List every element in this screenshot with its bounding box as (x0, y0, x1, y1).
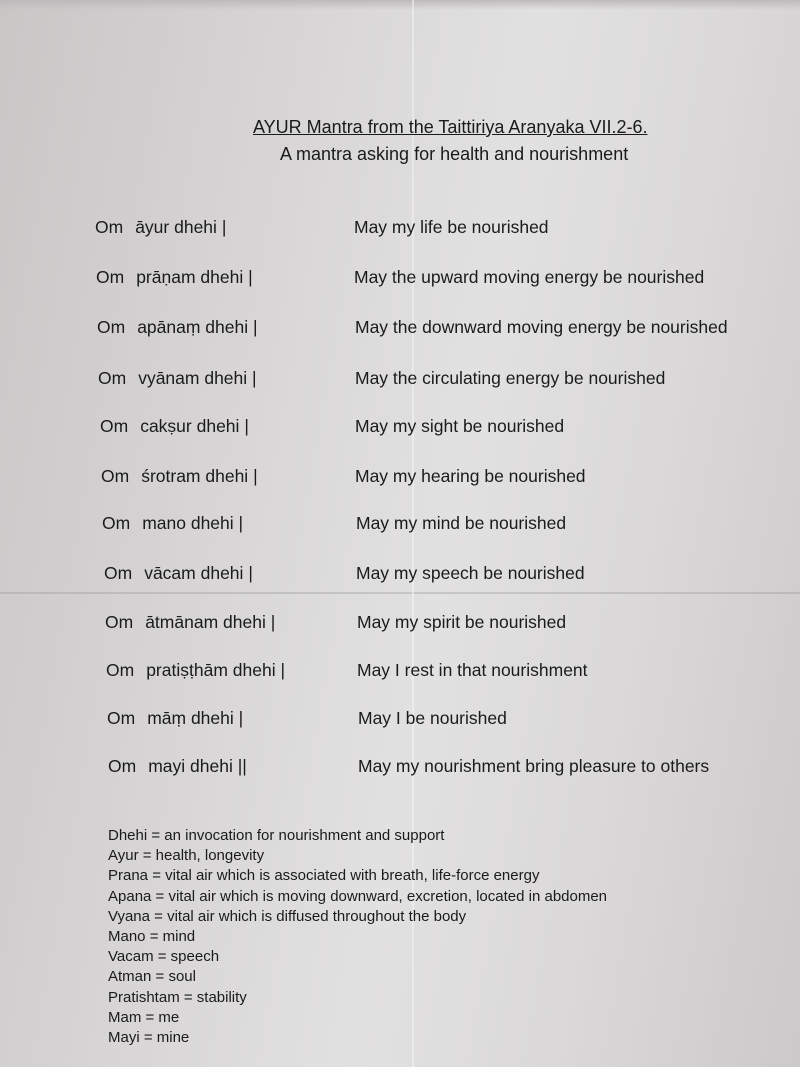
verse-mark: | (280, 660, 286, 680)
om-word: Om (100, 416, 129, 436)
english-translation: May my sight be nourished (355, 416, 565, 436)
page-title: AYUR Mantra from the Taittiriya Aranyaka VII.2-6. (253, 117, 648, 137)
glossary-entry: Dhehi = an invocation for nourishment and support (108, 827, 445, 844)
english-translation: May my speech be nourished (356, 563, 585, 583)
verse-mark: | (252, 368, 257, 388)
sanskrit-line (96, 267, 253, 288)
sanskrit-text: prāṇam dhehi (136, 267, 244, 287)
sanskrit-line (102, 513, 243, 534)
sanskrit-text: māṃ dhehi (147, 708, 234, 728)
verse-mark: | (238, 708, 244, 728)
verse-mark: | (253, 317, 258, 337)
verse-mark: | (248, 267, 253, 287)
verse-mark: || (237, 756, 247, 776)
english-translation: May the circulating energy be nourished (355, 368, 666, 388)
om-word: Om (108, 756, 137, 776)
glossary-entry: Atman = soul (108, 968, 196, 986)
sanskrit-line (104, 563, 253, 584)
glossary-entry: Mam = me (108, 1008, 180, 1026)
om-word: Om (106, 660, 135, 680)
glossary-entry: Mayi = mine (108, 1029, 190, 1047)
sanskrit-text: ātmānam dhehi (145, 612, 266, 632)
om-word: Om (101, 466, 130, 486)
om-word: Om (95, 217, 124, 237)
sanskrit-text: apānaṃ dhehi (137, 317, 249, 337)
paper-fold-horizontal (0, 592, 800, 594)
sanskrit-text: vyānam dhehi (138, 368, 248, 388)
sanskrit-line (101, 466, 258, 487)
verse-mark: | (270, 612, 276, 632)
glossary-entry: Prana = vital air which is associated with breath, life-force energy (108, 867, 540, 885)
english-translation: May my spirit be nourished (357, 612, 567, 632)
glossary-entry: Mano = mind (108, 928, 196, 946)
sanskrit-line (100, 416, 249, 437)
verse-mark: | (221, 217, 227, 237)
english-translation: May I be nourished (358, 708, 507, 728)
glossary-entry: Ayur = health, longevity (108, 847, 265, 865)
sanskrit-line (95, 217, 226, 238)
om-word: Om (97, 317, 126, 337)
sanskrit-line (108, 756, 247, 777)
english-translation: May the downward moving energy be nourished (355, 317, 728, 337)
sanskrit-text: pratiṣṭhām dhehi (146, 660, 276, 680)
glossary-entry: Apana = vital air which is moving downward, excretion, located in abdomen (108, 887, 608, 905)
sanskrit-text: āyur dhehi (135, 217, 217, 237)
sanskrit-line (98, 368, 257, 389)
paper-edge (0, 0, 800, 10)
page-subtitle: A mantra asking for health and nourishment (280, 144, 629, 164)
sanskrit-line (106, 660, 285, 681)
sanskrit-text: mayi dhehi (148, 756, 233, 776)
om-word: Om (105, 612, 134, 632)
verse-mark: | (244, 416, 249, 436)
english-translation: May I rest in that nourishment (357, 660, 588, 680)
english-translation: May my nourishment bring pleasure to others (358, 756, 710, 776)
verse-mark: | (248, 563, 253, 583)
sanskrit-text: śrotram dhehi (141, 466, 249, 486)
om-word: Om (104, 563, 133, 583)
english-translation: May my life be nourished (354, 217, 549, 237)
sanskrit-line (97, 317, 258, 338)
om-word: Om (96, 267, 125, 287)
glossary-entry: Vyana = vital air which is diffused throughout the body (108, 907, 467, 925)
sanskrit-line (107, 708, 243, 729)
english-translation: May the upward moving energy be nourished (354, 267, 705, 287)
om-word: Om (98, 368, 127, 388)
glossary-entry: Vacam = speech (108, 948, 220, 966)
verse-mark: | (253, 466, 258, 486)
english-translation: May my hearing be nourished (355, 466, 586, 486)
om-word: Om (107, 708, 136, 728)
glossary-entry: Pratishtam = stability (108, 988, 247, 1006)
om-word: Om (102, 513, 131, 533)
verse-mark: | (238, 513, 244, 533)
glossary (108, 826, 607, 1048)
english-translation: May my mind be nourished (356, 513, 567, 533)
sanskrit-text: vācam dhehi (144, 563, 244, 583)
sanskrit-line (105, 612, 275, 633)
sanskrit-text: cakṣur dhehi (140, 416, 240, 436)
sanskrit-text: mano dhehi (142, 513, 234, 533)
